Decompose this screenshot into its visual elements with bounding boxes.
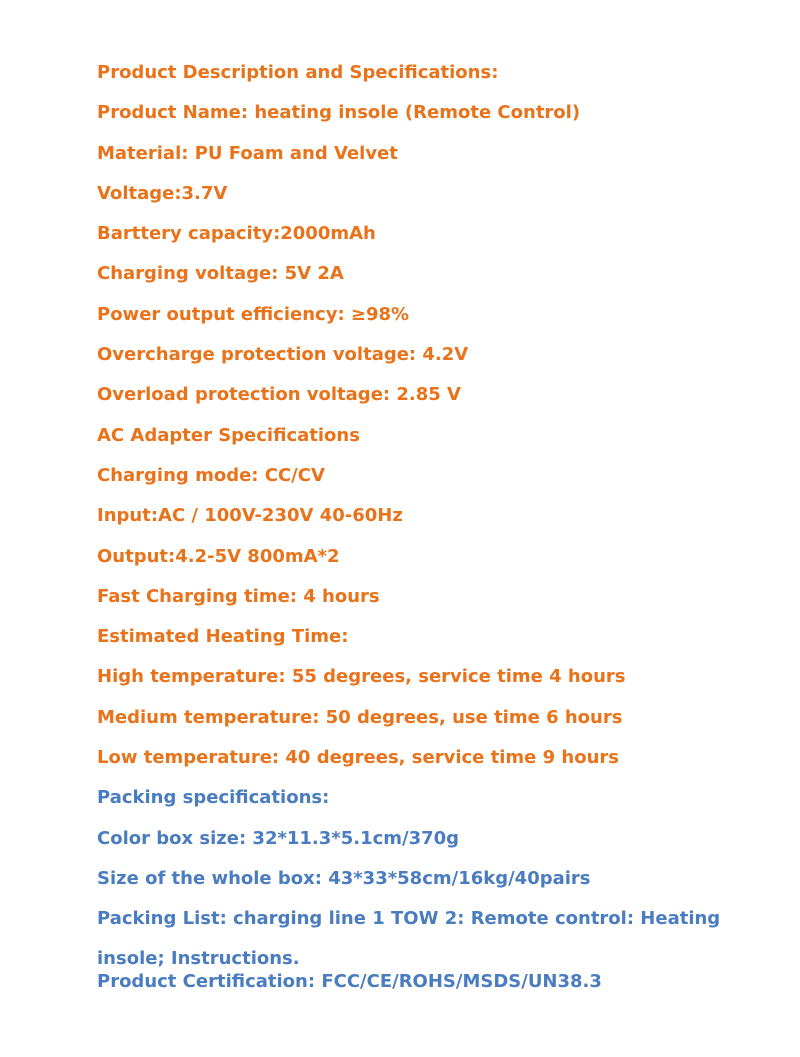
packing-heading: Packing specifications:	[97, 787, 330, 809]
spec-heading: Product Description and Specifications:	[97, 62, 499, 83]
spec-charging-mode: Charging mode: CC/CV	[97, 464, 325, 486]
product-spec-document	[97, 60, 777, 1010]
spec-battery-capacity: Barttery capacity:2000mAh	[97, 223, 376, 245]
packing-list: Packing List: charging line 1 TOW 2: Remote control: Heating insole; Instructions.	[97, 908, 721, 970]
spec-product-name: Product Name: heating insole (Remote Control)	[97, 102, 581, 124]
packing-color-box-size: Color box size: 32*11.3*5.1cm/370g	[97, 827, 460, 849]
spec-overcharge-protection: Overcharge protection voltage: 4.2V	[97, 344, 469, 366]
spec-ac-adapter-heading: AC Adapter Specifications	[97, 424, 360, 446]
spec-material: Material: PU Foam and Velvet	[97, 142, 398, 164]
spec-fast-charging-time: Fast Charging time: 4 hours	[97, 585, 380, 607]
spec-input: Input:AC / 100V-230V 40-60Hz	[97, 505, 403, 527]
packing-whole-box-size: Size of the whole box: 43*33*58cm/16kg/40pairs	[97, 867, 591, 889]
spec-output: Output:4.2-5V 800mA*2	[97, 545, 340, 567]
spec-charging-voltage: Charging voltage: 5V 2A	[97, 263, 344, 285]
spec-high-temperature: High temperature: 55 degrees, service time 4 hours	[97, 666, 626, 688]
spec-overload-protection: Overload protection voltage: 2.85 V	[97, 384, 461, 406]
spec-power-output-efficiency: Power output efficiency: ≥98%	[97, 303, 410, 325]
product-certification: Product Certification: FCC/CE/ROHS/MSDS/UN38.3	[97, 971, 602, 993]
spec-low-temperature: Low temperature: 40 degrees, service time 9 hours	[97, 747, 620, 769]
spec-heating-time-heading: Estimated Heating Time:	[97, 626, 349, 648]
spec-medium-temperature: Medium temperature: 50 degrees, use time 6 hours	[97, 706, 623, 728]
spec-voltage: Voltage:3.7V	[97, 182, 228, 204]
